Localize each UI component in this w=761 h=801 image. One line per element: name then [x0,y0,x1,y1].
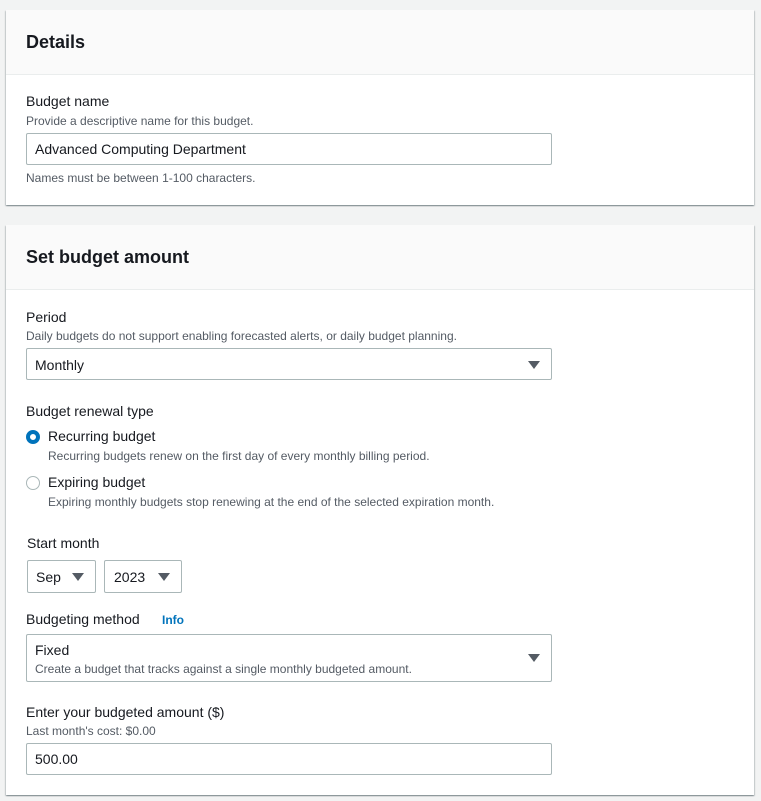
radio-option-recurring[interactable] [26,428,546,464]
budgeting-method-description: Create a budget that tracks against a single monthly budgeted amount. [35,662,412,676]
budget-name-input[interactable] [26,133,552,165]
set-budget-amount-title: Set budget amount [26,246,189,267]
radio-selected-icon[interactable] [26,430,40,444]
chevron-down-icon [72,573,84,581]
start-month-select[interactable] [27,560,96,593]
budget-name-hint: Names must be between 1-100 characters. [26,171,256,185]
period-label: Period [26,309,67,325]
budget-name-description: Provide a descriptive name for this budget. [26,114,254,128]
details-title: Details [26,31,86,52]
expiring-budget-description: Expiring monthly budgets stop renewing at the end of the selected expiration month. [48,495,495,509]
budgeting-method-info-link[interactable]: Info [162,613,184,627]
renewal-type-label: Budget renewal type [26,403,154,419]
period-value: Monthly [35,357,85,373]
start-month-label: Start month [27,535,100,551]
start-year-value: 2023 [114,569,146,585]
radio-option-expiring[interactable] [26,474,546,510]
start-month-value: Sep [36,569,61,585]
budgeted-amount-label: Enter your budgeted amount ($) [26,704,225,720]
budgeted-amount-input[interactable] [26,743,552,775]
expiring-budget-label: Expiring budget [48,474,146,490]
details-header [6,10,754,75]
budget-name-label: Budget name [26,93,110,109]
set-budget-amount-panel [6,225,754,795]
details-panel [6,10,754,205]
recurring-budget-label: Recurring budget [48,428,156,444]
period-select[interactable] [26,348,552,380]
budgeted-amount-description: Last month's cost: $0.00 [26,724,156,738]
start-year-select[interactable] [104,560,182,593]
budgeting-method-value: Fixed [35,642,70,658]
budgeting-method-select[interactable] [26,634,552,682]
budgeted-amount-value: 500.00 [35,751,78,767]
chevron-down-icon [158,573,170,581]
chevron-down-icon [528,361,540,369]
period-description: Daily budgets do not support enabling forecasted alerts, or daily budget planning. [26,329,457,343]
budget-name-value: Advanced Computing Department [35,141,246,157]
set-budget-amount-header [6,225,754,290]
budgeting-method-label: Budgeting method [26,611,140,627]
radio-unselected-icon[interactable] [26,476,40,490]
recurring-budget-description: Recurring budgets renew on the first day of every monthly billing period. [48,449,430,463]
chevron-down-icon [528,654,540,662]
